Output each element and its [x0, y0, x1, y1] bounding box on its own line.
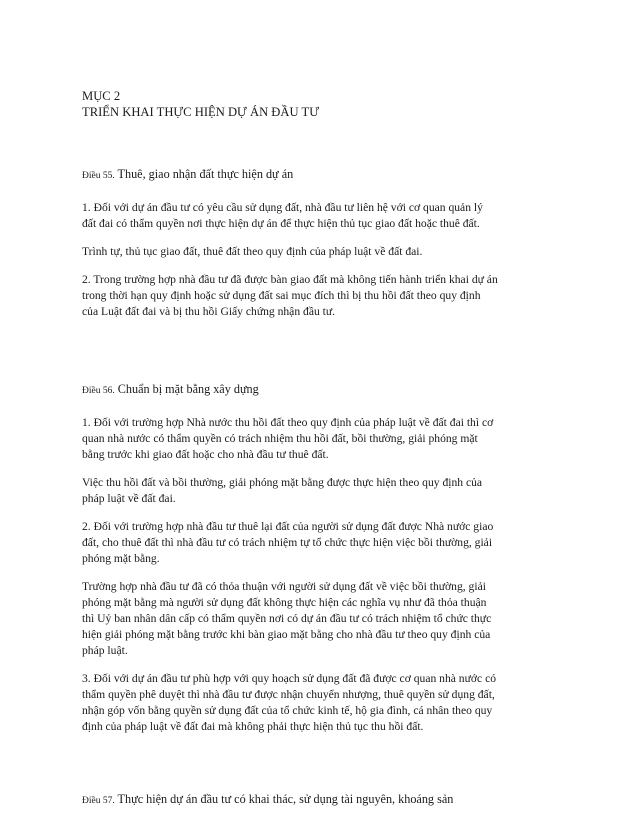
article-heading: [82, 381, 552, 400]
paragraph-line: đất đai có thẩm quyền nơi thực hiện dự án để thực hiện thủ tục giao đất hoặc thuê đất.: [82, 217, 480, 230]
paragraph-line: pháp luật về đất đai.: [82, 492, 176, 505]
paragraph-line: 2. Đối với trường hợp nhà đầu tư thuê lại đất của người sử dụng đất được Nhà nước giao: [82, 520, 494, 533]
article-paragraph: [82, 272, 552, 320]
paragraph-line: nhận góp vốn bằng quyền sử dụng đất của tổ chức kinh tế, hộ gia đình, cá nhân theo quy: [82, 704, 493, 717]
paragraph-line: thẩm quyền phê duyệt thì nhà đầu tư được nhận chuyển nhượng, thuê quyền sử dụng đất,: [82, 688, 495, 701]
article-number: Điều 57.: [82, 796, 115, 806]
section-title: TRIỂN KHAI THỰC HIỆN DỰ ÁN ĐẦU TƯ: [82, 105, 319, 119]
article-number: Điều 55.: [82, 171, 115, 181]
article-title: Thuê, giao nhận đất thực hiện dự án: [117, 167, 294, 181]
article-paragraph: [82, 244, 552, 260]
paragraph-line: 1. Đối với dự án đầu tư có yêu cầu sử dụng đất, nhà đầu tư liên hệ với cơ quan quản lý: [82, 201, 483, 214]
article-paragraph: [82, 415, 552, 463]
paragraph-line: bằng trước khi giao đất hoặc cho nhà đầu tư thuê đất.: [82, 448, 329, 461]
paragraph-line: Trường hợp nhà đầu tư đã có thỏa thuận với người sử dụng đất về việc bồi thường, giải: [82, 580, 486, 593]
article-paragraph: [82, 579, 552, 659]
paragraph-line: hiện giải phóng mặt bằng trước khi bàn giao mặt bằng cho nhà đầu tư theo quy định của: [82, 628, 491, 641]
paragraph-line: thì Uỷ ban nhân dân cấp có thẩm quyền nơi có dự án đầu tư có trách nhiệm tổ chức thực: [82, 612, 492, 625]
paragraph-line: phóng mặt bằng mà người sử dụng đất không thực hiện các nghĩa vụ như đã thỏa thuận: [82, 596, 487, 609]
paragraph-line: 3. Đối với dự án đầu tư phù hợp với quy hoạch sử dụng đất đã được cơ quan nhà nước có: [82, 672, 497, 685]
paragraph-line: phóng mặt bằng.: [82, 552, 160, 565]
paragraph-line: đất, cho thuê đất thì nhà đầu tư có trách nhiệm tự tổ chức thực hiện việc bồi thường, giải: [82, 536, 493, 549]
section-label: MỤC 2: [82, 89, 121, 103]
article-heading: [82, 166, 552, 185]
article-paragraph: [82, 671, 552, 735]
article-paragraph: [82, 519, 552, 567]
paragraph-line: trong thời hạn quy định hoặc sử dụng đất sai mục đích thì bị thu hồi đất theo quy định: [82, 289, 481, 302]
paragraph-line: quan nhà nước có thẩm quyền có trách nhiệm thu hồi đất, bồi thường, giải phóng mặt: [82, 432, 478, 445]
article-heading: [82, 791, 552, 810]
paragraph-line: của Luật đất đai và bị thu hồi Giấy chứng nhận đầu tư.: [82, 305, 336, 318]
article-title: Thực hiện dự án đầu tư có khai thác, sử dụng tài nguyên, khoáng sản: [117, 792, 454, 806]
articles-container: [82, 166, 552, 810]
paragraph-line: 2. Trong trường hợp nhà đầu tư đã được bàn giao đất mà không tiến hành triển khai dự án: [82, 273, 498, 286]
article-paragraph: [82, 475, 552, 507]
section-heading: [82, 88, 552, 120]
paragraph-line: định của pháp luật về đất đai mà không phải thực hiện thủ tục thu hồi đất.: [82, 720, 424, 733]
article-number: Điều 56.: [82, 386, 115, 396]
article-paragraph: [82, 200, 552, 232]
article-title: Chuẩn bị mặt bằng xây dựng: [117, 382, 259, 396]
paragraph-line: pháp luật.: [82, 644, 128, 657]
paragraph-line: Trình tự, thủ tục giao đất, thuê đất theo quy định của pháp luật về đất đai.: [82, 245, 423, 258]
paragraph-line: Việc thu hồi đất và bồi thường, giải phóng mặt bằng được thực hiện theo quy định của: [82, 476, 483, 489]
document-page: [82, 88, 552, 810]
paragraph-line: 1. Đối với trường hợp Nhà nước thu hồi đất theo quy định của pháp luật về đất đai thì cơ: [82, 416, 494, 429]
